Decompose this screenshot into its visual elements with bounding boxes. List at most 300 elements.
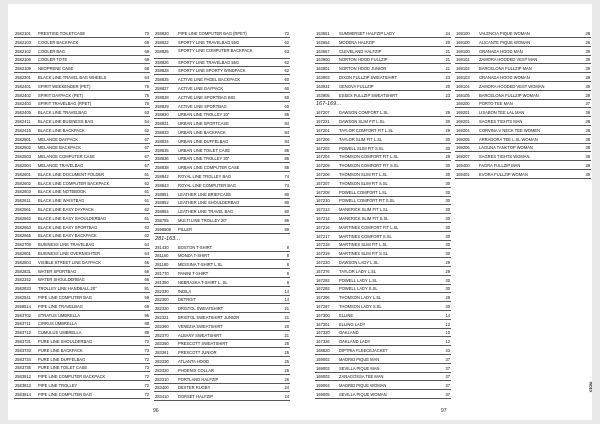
index-code: 2582106 (15, 57, 31, 63)
index-num: 39 (585, 110, 590, 116)
table-row (154, 138, 290, 146)
table-row (455, 153, 591, 161)
index-code: 167214 (316, 216, 330, 221)
index-code: 2583813 (15, 383, 31, 388)
index-name: URBAN LINE TROLLEY 30" (178, 156, 230, 162)
table-row (455, 48, 591, 56)
index-name: NEBRASKA T-SHIRT L. SL (178, 279, 228, 285)
index-code: 169002 (316, 356, 330, 362)
index-num: 23 (445, 92, 450, 98)
index-num: 29 (445, 128, 450, 133)
index-code: 281350 (155, 279, 169, 285)
index-num: 12 (445, 321, 450, 327)
index-name: POWELL SLIM FIT S.SL (339, 145, 384, 151)
table-row (154, 48, 290, 59)
table-row (315, 259, 451, 267)
index-name: GRANADA HOOD MAN (479, 48, 523, 54)
index-num: 29 (445, 268, 450, 274)
index-name: EVORA FULLZIP WOMAN (479, 171, 528, 177)
table-row (14, 56, 150, 64)
index-name: BLACK LINE EASY DAYPACK (38, 207, 94, 212)
index-code: 2598808 (155, 226, 171, 232)
index-name: BARCELONA FULLZIP WOMAN (479, 92, 539, 98)
right-column-1 (315, 30, 451, 405)
index-name: PIPE LINE COMPUTER BAG (38, 391, 92, 397)
index-code: 283310 (155, 376, 169, 382)
section-heading-text: 281-163… (155, 235, 181, 242)
table-row (14, 312, 150, 320)
table-row (14, 171, 150, 179)
table-row (315, 382, 451, 390)
index-num: 30 (445, 233, 450, 239)
index-code: 282300 (155, 297, 169, 303)
index-name: STRATUS UMBRELLA (38, 312, 81, 318)
table-row (154, 376, 290, 384)
table-row (14, 83, 150, 91)
index-name: FAGRA FULLZIP MAN (479, 163, 521, 168)
table-row (14, 232, 150, 240)
index-name: BLACK LINE EASY SHOULDERBAG (38, 215, 107, 221)
index-code: 168820 (316, 348, 330, 353)
table-row (14, 320, 150, 328)
table-row (154, 59, 290, 67)
index-num: 85 (284, 112, 289, 118)
index-code: 2582403 (15, 101, 31, 107)
index-name: BLACK LINE TRAVEL BAG WHEELS (38, 75, 107, 80)
index-num: 69 (144, 57, 149, 63)
index-num: 29 (445, 260, 450, 265)
index-name: POWELL LADY S.SL (339, 286, 378, 292)
index-num: 30 (445, 242, 450, 248)
index-num: 39 (585, 163, 590, 168)
index-num: 21 (284, 332, 289, 338)
index-code: 283320 (155, 367, 169, 373)
index-num: 37 (585, 101, 590, 107)
index-side-tab: INDEX (588, 381, 593, 393)
index-num: 30 (445, 172, 450, 177)
index-code: 2582101 (15, 31, 31, 36)
table-row (14, 39, 150, 47)
index-name: INDILA (178, 288, 192, 294)
index-num: 24 (284, 394, 289, 400)
index-name: PORTO TEE MAN (479, 101, 513, 107)
index-code: 2582602 (15, 180, 31, 186)
index-code: 2582663 (15, 224, 31, 230)
index-num: 67 (144, 145, 149, 151)
index-code: 169201 (456, 119, 470, 124)
index-num: 61 (144, 171, 149, 177)
index-code: 2582833 (15, 286, 31, 292)
index-name: PIPE LINE TRAVELBAG (38, 303, 83, 309)
table-row (14, 136, 150, 144)
index-name: SPORTY LINE TRAVELBAG 55G (178, 59, 240, 65)
index-code: 2582662 (15, 215, 31, 221)
index-code: 258851 (155, 191, 169, 197)
table-row (455, 39, 591, 47)
index-code: 2582804 (15, 259, 31, 265)
index-code: 2582601 (15, 171, 31, 177)
table-row (315, 312, 451, 320)
index-code: 281180 (155, 262, 169, 268)
index-num: 62 (144, 180, 149, 186)
index-name: TAYLOR SLIM FIT L.SL (339, 136, 383, 142)
table-row (154, 288, 290, 296)
table-row (154, 296, 290, 304)
index-name: ALICANTE PIQUE WOMAN (479, 39, 531, 45)
table-row (14, 250, 150, 258)
index-num: 72 (144, 374, 149, 380)
index-num: 38 (585, 127, 590, 133)
table-row (14, 153, 150, 161)
index-num: 8 (286, 244, 289, 250)
table-row (154, 323, 290, 331)
index-num: 26 (284, 376, 289, 382)
index-name: LAGUNA TANKTOP WOMAN (479, 145, 533, 151)
index-name: SPORTY LINE COMPUTER BACKPACK (178, 48, 253, 53)
table-row (315, 303, 451, 311)
index-code: 283410 (155, 394, 169, 400)
index-code: 167213 (316, 207, 330, 213)
table-row (14, 180, 150, 188)
index-name: ROYAL LINE TROLLEY BAG (178, 174, 232, 179)
index-name: COOLER BAG (38, 48, 66, 54)
index-name: COOLER TOTE (38, 57, 68, 63)
index-num: 9 (286, 279, 289, 285)
index-name: VALENCIA PIQUE WOMAN (479, 31, 530, 36)
table-row (315, 92, 451, 100)
index-code: 258825 (155, 48, 169, 54)
table-row (154, 129, 290, 137)
index-name: DEXTER RUGBY (178, 385, 211, 391)
index-num: 39 (585, 48, 590, 54)
index-name: CUMULUS UMBRELLA (38, 330, 82, 336)
index-code: 2582661 (15, 207, 31, 212)
index-name: NORTON HOOD FULLZIP (339, 57, 388, 63)
index-code: 167217 (316, 233, 330, 239)
index-code: 2582342 (15, 277, 31, 283)
table-row (315, 391, 451, 399)
index-num: 37 (445, 365, 450, 371)
index-code: 169205 (456, 136, 470, 142)
index-num: 96 (144, 312, 149, 318)
index-code: 169102 (456, 66, 470, 72)
table-row (315, 30, 451, 38)
table-row (315, 215, 451, 223)
index-code: 258842 (155, 174, 169, 179)
index-code: 167296 (316, 295, 330, 301)
index-name: BRISTOL SWEATSHIRT JUNIOR (178, 315, 240, 320)
table-row (14, 241, 150, 249)
index-name: MELANGE DAYPACK (38, 136, 79, 142)
index-num: 30 (445, 145, 450, 151)
index-num: 39 (585, 171, 590, 177)
index-name: NORTON HOOD JUNIOR (339, 66, 387, 72)
index-code: 258854 (155, 209, 169, 215)
table-row (315, 321, 451, 329)
table-row (14, 276, 150, 284)
index-code: 167293 (316, 286, 330, 292)
index-num: 25 (284, 367, 289, 373)
index-num: 74 (284, 174, 289, 179)
index-code: 167209 (316, 163, 330, 169)
index-name: SEVILLA PIQUE WOMAN (339, 392, 387, 397)
index-code: 2582503 (15, 154, 31, 160)
index-name: TAYLOR COMFORT FIT L.SL (339, 128, 394, 133)
index-num: 84 (284, 138, 289, 144)
index-code: 167301 (316, 321, 330, 327)
table-row (14, 118, 150, 126)
table-row (14, 224, 150, 232)
index-num: 70 (144, 31, 149, 36)
table-row (455, 30, 591, 38)
index-num: 10 (445, 330, 450, 336)
index-num: 39 (585, 57, 590, 63)
index-name: POWELL COMFORT L.SL (339, 189, 388, 195)
index-num: 62 (284, 59, 289, 65)
index-num: 69 (144, 39, 149, 45)
table-row (455, 109, 591, 117)
index-name: BLACK LINE DOCUMENT FOLDER (38, 171, 105, 177)
index-num: 85 (284, 156, 289, 162)
index-name: LEATHER LINE SHOULDERBAG (178, 200, 240, 206)
index-num: 60 (284, 77, 289, 83)
table-row (14, 364, 150, 372)
index-name: URBAN LINE DUFFELBAG (178, 138, 229, 144)
table-row (154, 393, 290, 401)
index-name: MULTI LINE TROLLEY 20" (178, 218, 228, 223)
index-name: MANERICK SLIM FIT L.SL (339, 207, 389, 213)
table-row (315, 294, 451, 302)
index-code: 167201 (316, 128, 330, 133)
index-name: PILLER (178, 226, 193, 232)
table-row (455, 136, 591, 144)
index-name: CIRRUS UMBRELLA (38, 321, 77, 327)
index-name: DETROIT (178, 297, 196, 303)
section-heading (154, 235, 290, 243)
section-heading (315, 100, 451, 108)
index-code: 2583733 (15, 347, 31, 353)
index-code: 167207 (316, 110, 330, 116)
table-row (154, 76, 290, 84)
index-code: 167276 (316, 268, 330, 274)
index-code: 167300 (316, 312, 330, 318)
index-name: SPIRIT WEEKENDER (PET) (38, 83, 91, 89)
index-name: POWELL COMFORT FIT S.SL (339, 198, 395, 204)
index-num: 73 (144, 365, 149, 371)
index-num: 69 (144, 295, 149, 300)
index-num: 14 (284, 288, 289, 294)
index-num: 20 (284, 323, 289, 329)
table-row (154, 367, 290, 375)
table-row (14, 391, 150, 399)
table-row (154, 384, 290, 392)
index-code: 169207 (456, 154, 470, 160)
table-row (154, 30, 290, 38)
index-name: PIPE LINE COMPUTER BACKPACK (38, 374, 106, 380)
index-name: COOLER BACKPACK (38, 39, 79, 45)
table-row (14, 294, 150, 302)
table-row (154, 244, 290, 252)
index-code: 167219 (316, 251, 330, 257)
index-code: 2583734 (15, 356, 31, 362)
index-name: DAWSON LADY L.SL (339, 260, 379, 265)
index-name: ZAMORA HOODED VEST MAN (479, 57, 538, 63)
table-row (14, 303, 150, 311)
index-num: 39 (585, 75, 590, 80)
index-name: BLACK LINE WAISTBAG (38, 198, 85, 204)
index-num: 30 (445, 224, 450, 230)
index-num: 38 (585, 154, 590, 160)
index-name: MANERICK SLIM FIT S.SL (339, 216, 389, 221)
index-num: 62 (144, 127, 149, 133)
index-name: PRESTIGE TOILETCASE (38, 31, 86, 36)
table-row (315, 171, 451, 179)
index-num: 30 (445, 119, 450, 125)
index-name: MELANGE BACKPACK (38, 145, 82, 151)
index-num: 39 (585, 66, 590, 72)
index-code: 169101 (456, 57, 470, 63)
left-column-1 (14, 30, 150, 405)
index-name: DRISTOL SWEATSHIRT (178, 306, 224, 312)
index-code: 2582502 (15, 145, 31, 151)
table-row (455, 83, 591, 91)
index-name: PURE LINE SHOULDERBAG (38, 339, 93, 344)
index-num: 25 (284, 359, 289, 364)
table-row (315, 224, 451, 232)
table-row (14, 188, 150, 196)
index-name: WATER SHOULDERBAG (38, 277, 85, 283)
table-row (154, 340, 290, 348)
index-num: 30 (445, 163, 450, 169)
table-row (14, 162, 150, 170)
table-row (154, 332, 290, 340)
index-code: 169100 (456, 31, 470, 36)
index-name: THOMSON COMFORT FIT L.SL (339, 154, 399, 160)
index-code: 2582801 (15, 251, 31, 256)
index-name: WATER SPORTBAG (38, 268, 77, 274)
table-row (154, 270, 290, 278)
index-code: 2582841 (15, 295, 31, 300)
index-name: PORTLAND HALFZIP (178, 376, 219, 382)
index-num: 60 (284, 103, 289, 109)
index-num: 69 (144, 303, 149, 309)
table-row (315, 83, 451, 91)
index-name: MELANGE TRAVELBAG (38, 163, 84, 168)
index-num: 64 (144, 75, 149, 80)
index-code: 167203 (316, 145, 330, 151)
index-num: 76 (144, 83, 149, 89)
index-num: 29 (445, 295, 450, 301)
index-code: 2583735 (15, 365, 31, 371)
index-num: 37 (445, 374, 450, 380)
index-name: DIPTRIA FLEECEJACKET (339, 348, 388, 353)
index-code: 2582402 (15, 92, 31, 98)
index-num: 37 (445, 356, 450, 362)
index-name: SUMMERSET HALFZIP LADY (339, 31, 395, 36)
table-row (455, 127, 591, 135)
index-code: 167207 (316, 180, 330, 186)
index-name: ACTIVE LINE SPORTBAG BIG (178, 94, 236, 100)
index-num: 73 (144, 347, 149, 353)
index-name: PRESCOTT SWEATSHIRT (178, 341, 228, 347)
index-name: VENEZIA SWEATSHIRT (178, 323, 223, 329)
index-name: PIPE LINE COMPUTER BAG (RPET) (178, 31, 247, 36)
index-num: 23 (445, 75, 450, 80)
table-row (315, 285, 451, 293)
index-num: 85 (284, 165, 289, 171)
table-row (154, 226, 290, 234)
table-row (14, 382, 150, 390)
index-num: 85 (284, 147, 289, 153)
table-row (154, 182, 290, 190)
index-name: SAGRES TIGHTS MAN (479, 119, 523, 124)
index-code: 2583812 (15, 374, 31, 380)
index-num: 21 (445, 57, 450, 63)
index-name: BLACK LINE BUSINESS BAG (38, 119, 94, 124)
index-code: 281770 (155, 271, 169, 276)
index-name: PRESCOTT JUNIOR (178, 350, 217, 356)
table-row (14, 356, 150, 364)
index-num: 63 (144, 224, 149, 230)
index-num: 81 (144, 286, 149, 292)
index-num: 76 (144, 101, 149, 107)
table-row (455, 144, 591, 152)
index-code: 167320 (316, 330, 330, 336)
index-code: 169104 (456, 83, 470, 89)
table-row (455, 118, 591, 126)
table-row (315, 365, 451, 373)
table-row (154, 147, 290, 155)
index-name: THOMSON SLIM FIT L.SL (339, 172, 388, 177)
index-name: ACTIVE LINE PADEL BACKPACK (178, 77, 241, 83)
index-num: 88 (144, 321, 149, 327)
table-row (315, 189, 451, 197)
index-code: 283330 (155, 359, 169, 364)
table-row (14, 127, 150, 135)
table-row (14, 48, 150, 56)
index-name: LEATHER LINE BRIEFCASE (178, 191, 232, 197)
index-name: THOMSON LADY S.SL (339, 304, 382, 309)
table-row (14, 347, 150, 355)
index-code: 2582665 (15, 233, 31, 239)
index-name: ZARAGOSSA TEE MAN (339, 374, 384, 380)
index-name: MARTINES COMFORT S.SL (339, 233, 392, 239)
table-row (315, 356, 451, 364)
index-name: LEATHER LINE TRAVEL BAG (178, 209, 234, 215)
index-code: 2582405 (15, 110, 31, 116)
index-name: DAWSON COMFORT L.SL (339, 110, 389, 116)
index-code: 2582831 (15, 268, 31, 274)
index-name: PANINI T-SHIRT (178, 271, 209, 276)
index-num: 89 (144, 330, 149, 336)
index-num: 21 (284, 306, 289, 312)
index-name: MELANGE COMPUTER CASE (38, 154, 95, 160)
index-code: 167208 (316, 189, 330, 195)
table-row (154, 39, 290, 47)
table-row (315, 268, 451, 276)
index-code: 258822 (155, 39, 169, 45)
index-num: 30 (445, 180, 450, 186)
table-row (14, 373, 150, 381)
table-row (315, 329, 451, 337)
table-row (315, 338, 451, 346)
index-code: 2582416 (15, 127, 31, 133)
table-row (315, 118, 451, 126)
index-code: 167297 (316, 304, 330, 309)
table-row (154, 164, 290, 172)
index-code: 167326 (316, 339, 330, 345)
index-num: 84 (284, 121, 289, 127)
